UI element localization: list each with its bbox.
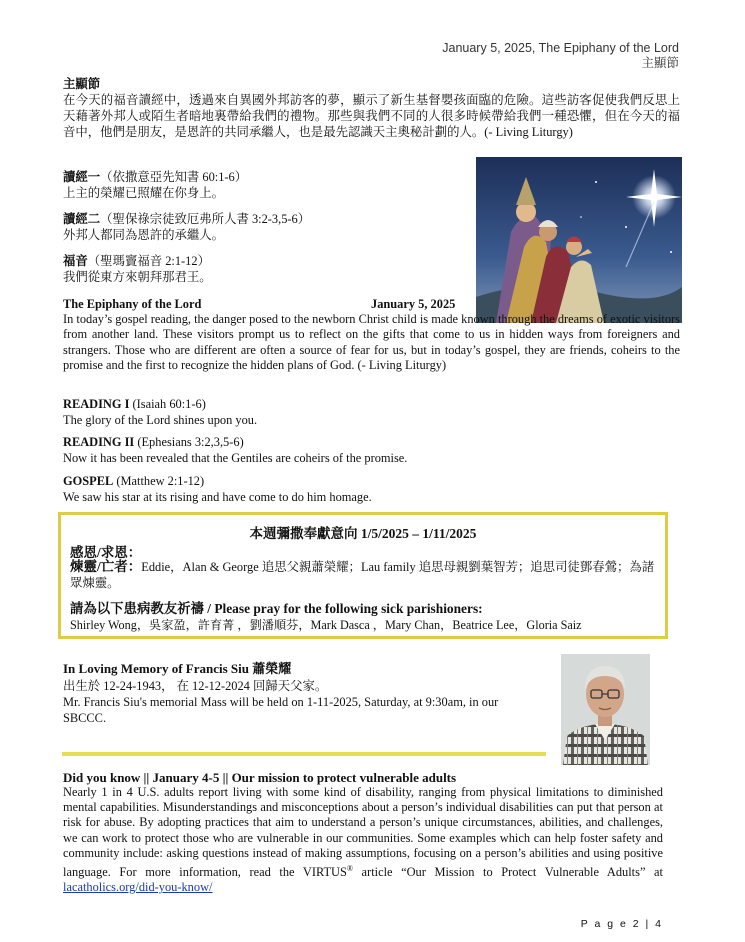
portrait-photo <box>561 654 650 765</box>
memory-mass-note: Mr. Francis Siu's memorial Mass will be held on 1-11-2025, Saturday, at 9:30am, in our SBCCC. <box>63 695 499 725</box>
reading-zh-label: 讀經一 <box>63 170 101 184</box>
header-title-zh: 主顯節 <box>641 56 679 70</box>
intro-heading-zh: 主顯節 <box>63 77 101 91</box>
mass-intentions-box <box>58 512 668 639</box>
reading-zh-label: 讀經二 <box>63 212 101 226</box>
reading-zh-ref: （聖保祿宗徒致厄弗所人書 3:2-3,5-6） <box>100 212 311 226</box>
magi-star-illustration <box>476 157 682 323</box>
sick-list: Shirley Wong，吳家盈，許育菁 ，劉潘順芬，Mark Dasca ，Mary Chan，Beatrice Lee，Gloria Saiz <box>70 618 582 632</box>
registered-mark: ® <box>346 864 353 874</box>
english-body: In today’s gospel reading, the danger posed to the newborn Christ child is made known through the dreams of exotic visitors from another land. These visitors prompt us to reflect on the gifts that come to us in hidden ways from foreigners and strangers. Those who are different are often a source of fear for us, but in today’s gospel, they are friends, coheirs to the promise and the first to recognize the hidden plans of God. (- Living Liturgy) <box>63 312 680 373</box>
reading-en-ref: (Matthew 2:1-12) <box>113 474 205 488</box>
memory-heading: In Loving Memory of Francis Siu 蕭榮耀 <box>63 661 292 676</box>
reading-zh-1 <box>63 170 463 201</box>
mass-box-title: 本週彌撒奉獻意向 1/5/2025 – 1/11/2025 <box>249 526 477 541</box>
reading-zh-label: 福音 <box>63 254 88 268</box>
thanks-label: 感恩/求恩： <box>70 545 142 560</box>
english-date: January 5, 2025 <box>371 297 456 311</box>
page-number: P a g e 2 | 4 <box>580 918 663 930</box>
intro-body-zh: 在今天的福音讀經中，透過來自異國外邦訪客的夢，顯示了新生基督嬰孩面臨的危險。這些訪客促使我們反思上天藉著外邦人或陌生者暗地裏帶給我們的禮物。那些與我們不同的人很多時候帶給我們一種恐懼，但在今天的福音中，他們是朋友，是恩許的共同承繼人，也是最先認識天主奧秘計劃的人。(- Living Liturgy) <box>63 93 680 139</box>
reading-zh-text: 上主的榮耀已照耀在你身上。 <box>63 185 225 200</box>
deceased-line <box>70 559 662 591</box>
page-header <box>442 41 679 71</box>
did-you-know-link[interactable]: lacatholics.org/did-you-know/ <box>63 880 213 895</box>
reading-zh-3 <box>63 254 463 285</box>
reading-en-3 <box>63 474 663 505</box>
did-you-know-text-end: article “Our Mission to Protect Vulnerable Adults” at <box>352 865 663 880</box>
reading-en-text: We saw his star at its rising and have come to do him homage. <box>63 489 372 504</box>
reading-en-2 <box>63 435 663 466</box>
pray-label: 請為以下患病教友祈禱 / Please pray for the following sick parishioners: <box>70 601 483 616</box>
reading-en-label: READING I <box>63 397 130 411</box>
did-you-know-text: Nearly 1 in 4 U.S. adults report living with some kind of disability, ranging from physical limitations to diminished mental capabilities. Misunderstandings and misconceptions about a person’s individual disabilities can put that person at risk for abuse. By adopting practices that aim to understand a person’s unique circumstances, abilities, and challenges, we can work to protect those who are vulnerable in our communities. Some examples which can help foster safety and community include: asking questions instead of making assumptions, focusing on a person’s abilities and using positive language. For more information, read the VIRTUS <box>63 785 663 880</box>
header-date-line: January 5, 2025, The Epiphany of the Lord <box>442 41 679 55</box>
reading-zh-2 <box>63 212 463 243</box>
reading-zh-ref: （依撒意亞先知書 60:1-6） <box>100 170 248 184</box>
deceased-label: 煉靈/亡者： <box>70 559 142 574</box>
reading-zh-text: 我們從東方來朝拜那君王。 <box>63 269 212 284</box>
memory-dates-zh: 出生於 12-24-1943， 在 12-12-2024 回歸天父家。 <box>63 679 328 693</box>
reading-en-ref: (Isaiah 60:1-6) <box>129 397 206 411</box>
did-you-know-heading: Did you know || January 4-5 || Our mission to protect vulnerable adults <box>63 770 457 785</box>
reading-en-ref: (Ephesians 3:2,3,5-6) <box>134 435 244 449</box>
reading-en-1 <box>63 397 663 428</box>
did-you-know-body <box>63 785 663 896</box>
reading-en-label: READING II <box>63 435 135 449</box>
deceased-text: Eddie，Alan & George 追思父親蕭榮耀；Lau family 追思母親劉葉智芳；追思司徒鄧春鶯；為諸眾煉靈。 <box>70 560 655 590</box>
reading-zh-ref: （聖瑪竇福音 2:1-12） <box>87 254 210 268</box>
section-divider <box>62 752 546 756</box>
english-heading: The Epiphany of the Lord <box>63 297 202 311</box>
reading-en-text: The glory of the Lord shines upon you. <box>63 412 258 427</box>
reading-en-label: GOSPEL <box>63 474 114 488</box>
reading-en-text: Now it has been revealed that the Gentiles are coheirs of the promise. <box>63 450 408 465</box>
reading-zh-text: 外邦人都同為恩許的承繼人。 <box>63 227 225 242</box>
